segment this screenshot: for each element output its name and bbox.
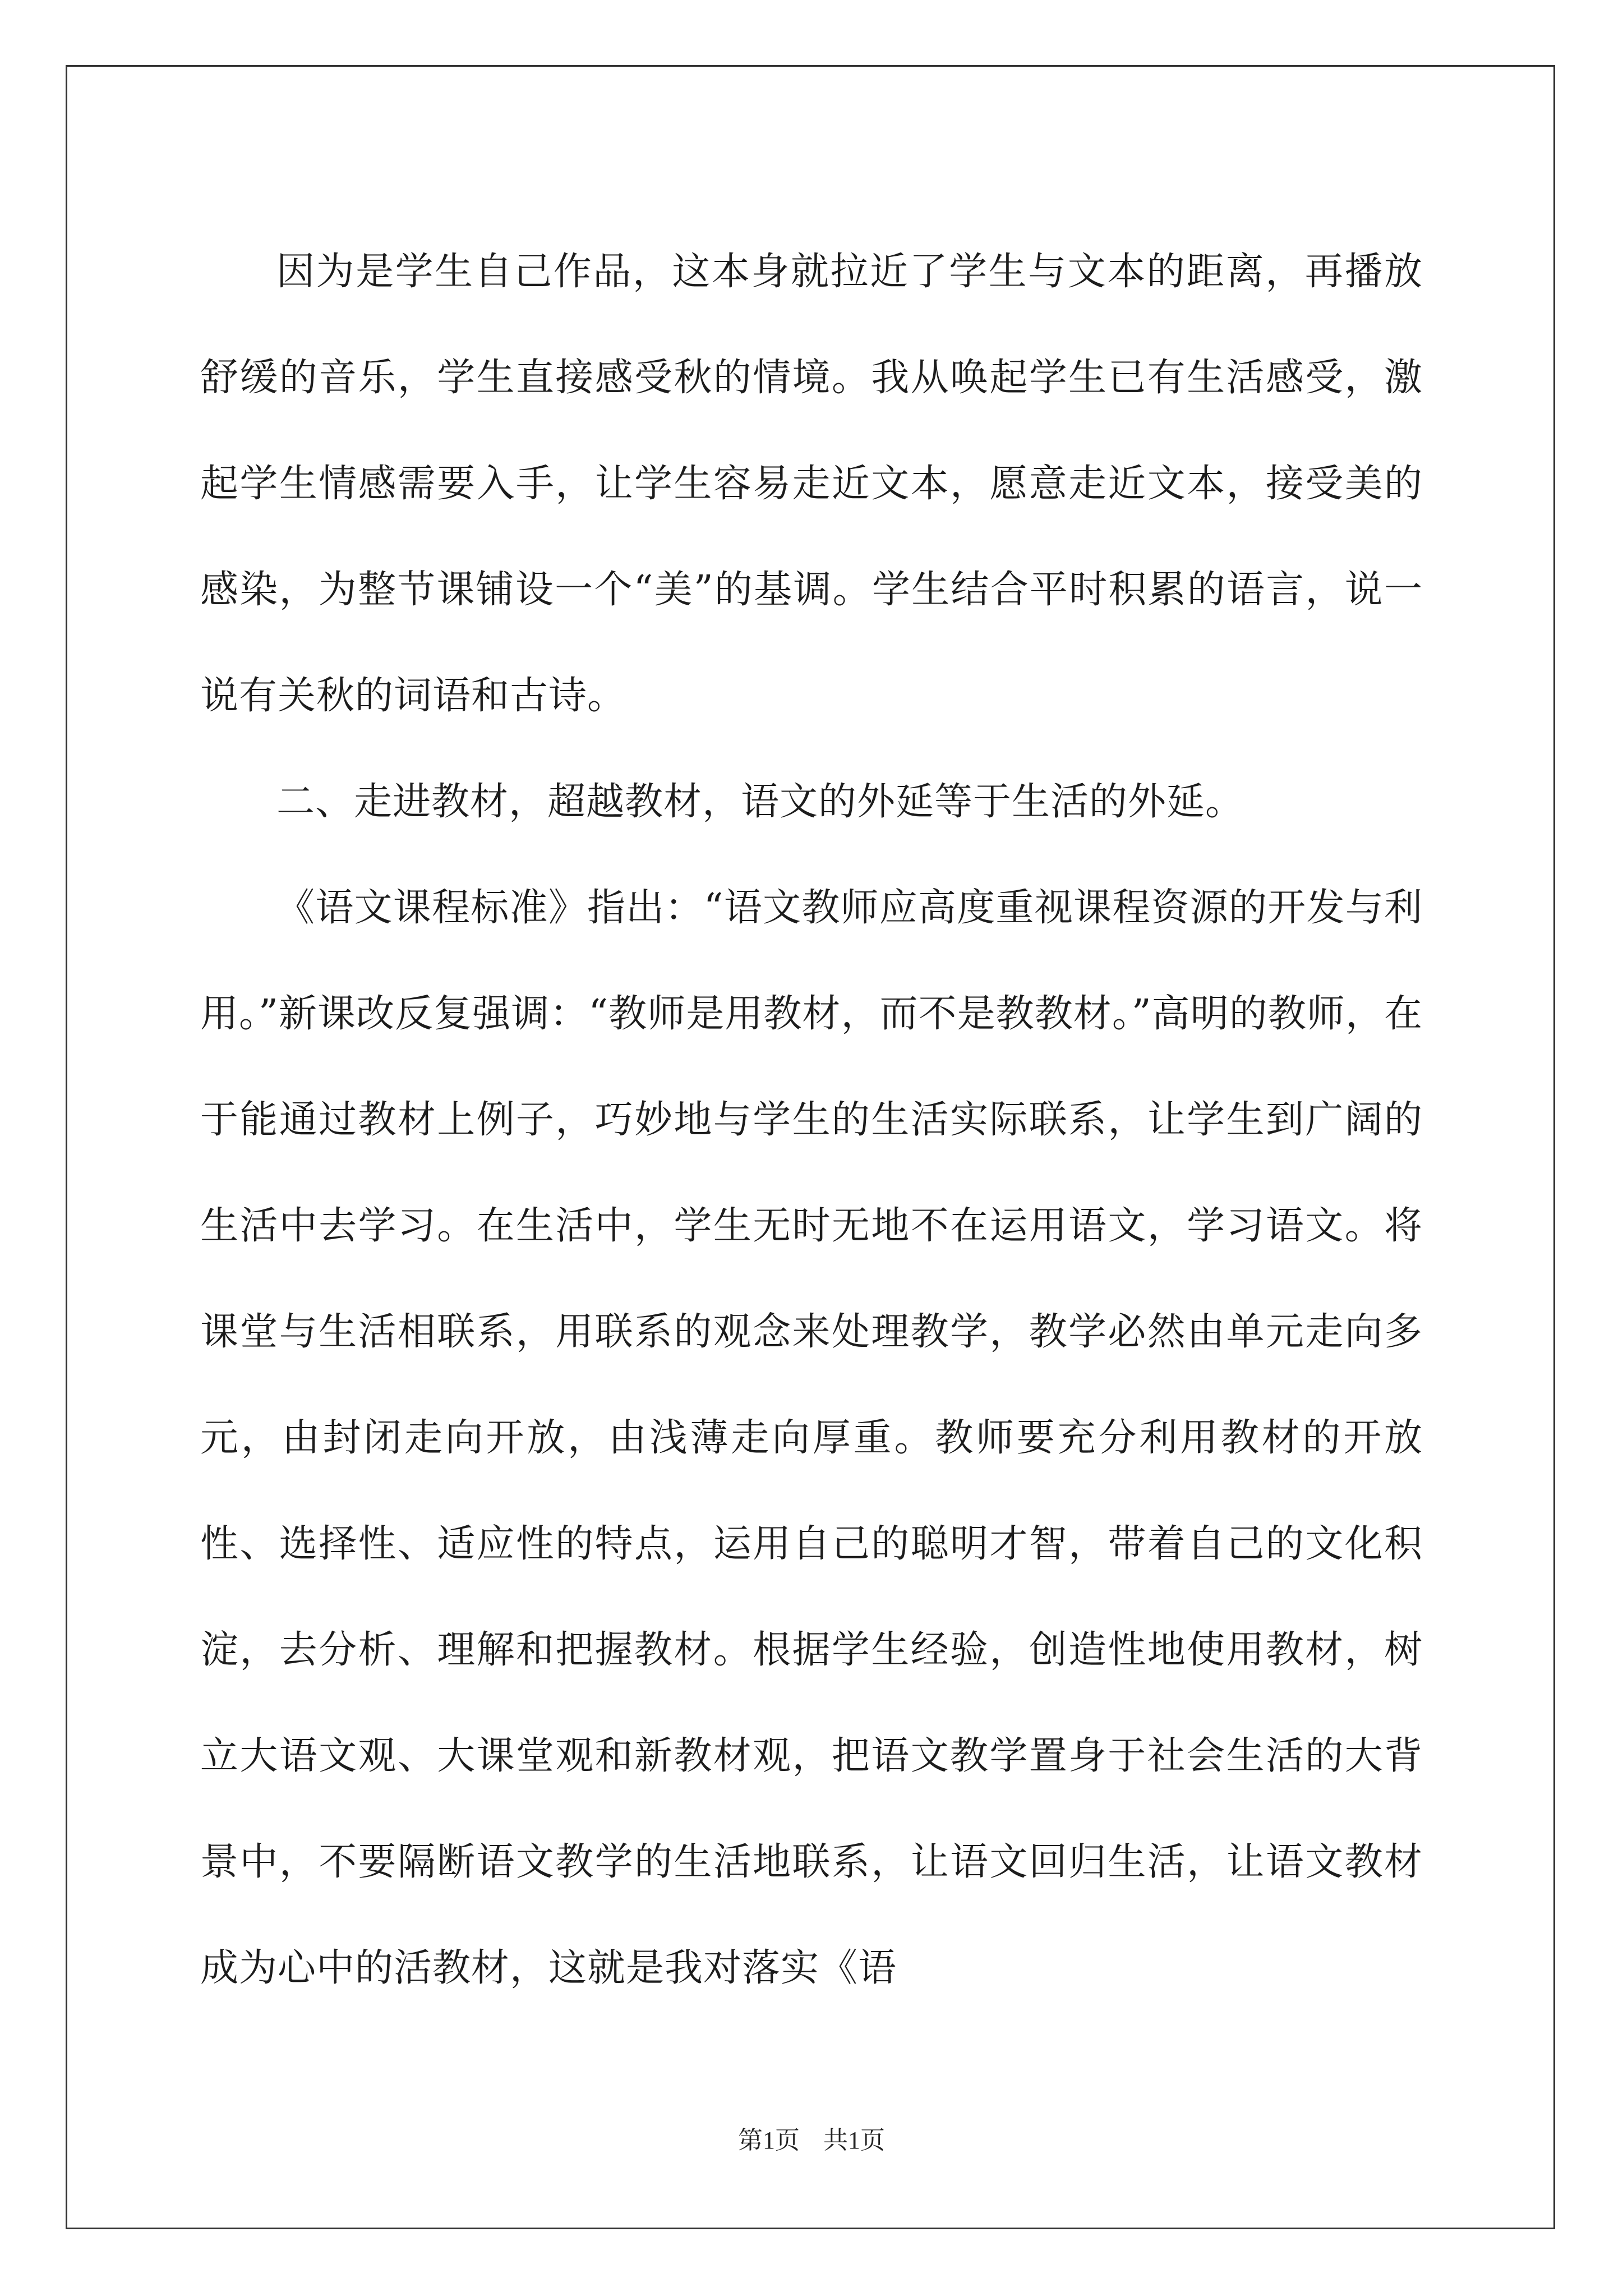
document-body xyxy=(200,219,1423,2021)
page-total: 共1页 xyxy=(823,2127,885,2154)
page-number: 第1页 xyxy=(738,2127,800,2154)
paragraph-1: 因为是学生自己作品，这本身就拉近了学生与文本的距离，再播放舒缓的音乐，学生直接感受秋的情境。我从唤起学生已有生活感受，激起学生情感需要入手，让学生容易走近文本，愿意走近文本，接受美的感染，为整节课铺设一个“美”的基调。学生结合平时积累的语言，说一说有关秋的词语和古诗。 xyxy=(200,250,1423,718)
section-heading: 二、走进教材，超越教材，语文的外延等于生活的外延。 xyxy=(276,780,1244,824)
page-footer xyxy=(0,2124,1623,2157)
paragraph-2: 《语文课程标准》指出：“语文教师应高度重视课程资源的开发与利用。”新课改反复强调：“教师是用教材，而不是教教材。”高明的教师，在于能通过教材上例子，巧妙地与学生的生活实际联系，让学生到广阔的生活中去学习。在生活中，学生无时无地不在运用语文，学习语文。将课堂与生活相联系，用联系的观念来处理教学，教学必然由单元走向多元，由封闭走向开放，由浅薄走向厚重。教师要充分利用教材的开放性、选择性、适应性的特点，运用自己的聪明才智，带着自己的文化积淀，去分析、理解和把握教材。根据学生经验，创造性地使用教材，树立大语文观、大课堂观和新教材观，把语文教学置身于社会生活的大背景中，不要隔断语文教学的生活地联系，让语文回归生活，让语文教材成为心中的活教材，这就是我对落实《语 xyxy=(200,886,1423,1990)
